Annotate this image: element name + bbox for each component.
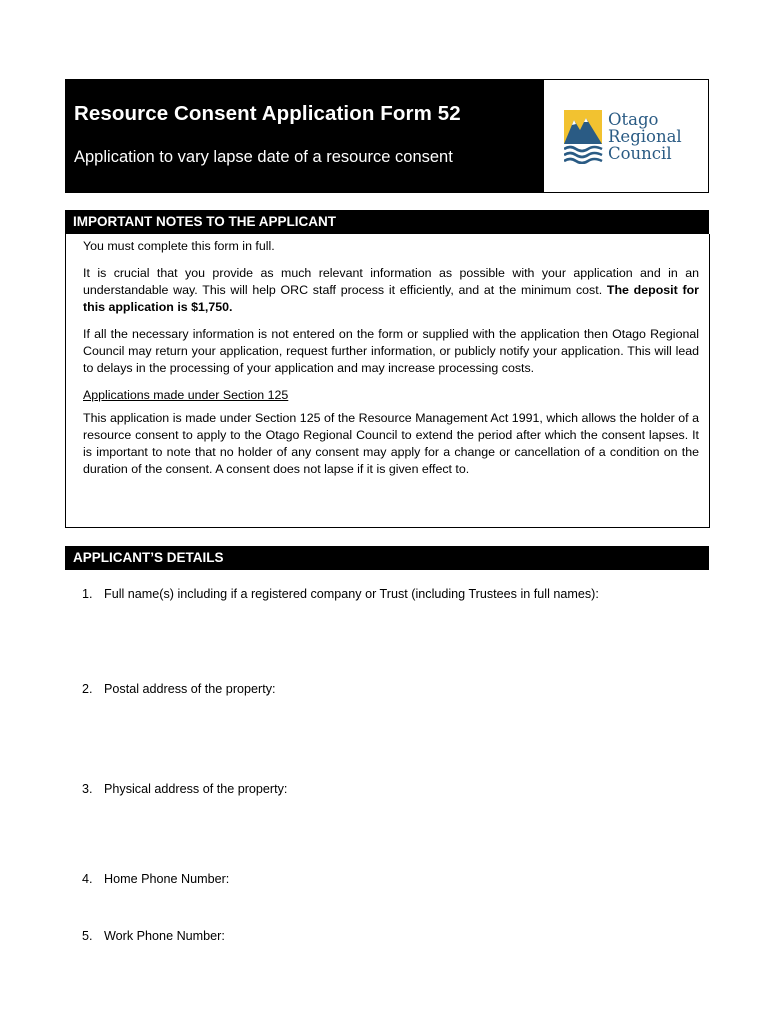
notes-box [65, 234, 710, 528]
question-home-phone [82, 872, 229, 886]
question-number: 1. [82, 587, 93, 601]
question-number: 4. [82, 872, 93, 886]
orc-logo [564, 108, 694, 168]
applicant-heading-bar [65, 546, 709, 570]
form-header [65, 79, 709, 193]
notes-paragraph-2-text: It is crucial that you provide as much relevant information as possible with your application and in an understandable way. This will help ORC staff process it efficiently, and at the minimum cost. [83, 266, 699, 297]
notes-paragraph-2 [83, 265, 699, 316]
notes-paragraph-3: If all the necessary information is not entered on the form or supplied with the application then Otago Regional Council may return your application, request further information, or publicly notify your application. This will lead to delays in the processing of your application and may increase processing costs. [83, 327, 699, 375]
logo-panel [544, 80, 708, 192]
logo-line: Council [608, 144, 672, 163]
applicant-heading: APPLICANT’S DETAILS [73, 550, 224, 565]
logo-line: Otago [608, 110, 659, 129]
question-label: Full name(s) including if a registered company or Trust (including Trustees in full names): [104, 587, 599, 601]
orc-logo-text [608, 111, 682, 162]
question-number: 3. [82, 782, 93, 796]
question-label: Work Phone Number: [104, 929, 225, 943]
section-125-heading: Applications made under Section 125 [83, 388, 289, 402]
question-postal-address [82, 682, 276, 696]
header-title-block [66, 80, 544, 192]
question-full-name [82, 587, 599, 601]
form-subtitle: Application to vary lapse date of a resource consent [74, 148, 453, 166]
question-number: 2. [82, 682, 93, 696]
notes-heading-bar [65, 210, 709, 234]
form-title: Resource Consent Application Form 52 [74, 102, 461, 125]
question-number: 5. [82, 929, 93, 943]
notes-paragraph-1: You must complete this form in full. [83, 239, 275, 253]
question-label: Physical address of the property: [104, 782, 288, 796]
logo-line: Regional [608, 127, 682, 146]
question-label: Postal address of the property: [104, 682, 276, 696]
question-physical-address [82, 782, 287, 796]
orc-mountain-icon [564, 108, 604, 164]
deposit-notice: The deposit for this application is $1,750. [83, 283, 699, 314]
notes-paragraph-4: This application is made under Section 125 of the Resource Management Act 1991, which allows the holder of a resource consent to apply to the Otago Regional Council to extend the period after which the consent lapses. It is important to note that no holder of any consent may apply for a change or cancellation of a condition on the duration of the consent. A consent does not lapse if it is given effect to. [83, 411, 699, 476]
notes-heading: IMPORTANT NOTES TO THE APPLICANT [73, 214, 336, 229]
question-label: Home Phone Number: [104, 872, 230, 886]
question-work-phone [82, 929, 225, 943]
